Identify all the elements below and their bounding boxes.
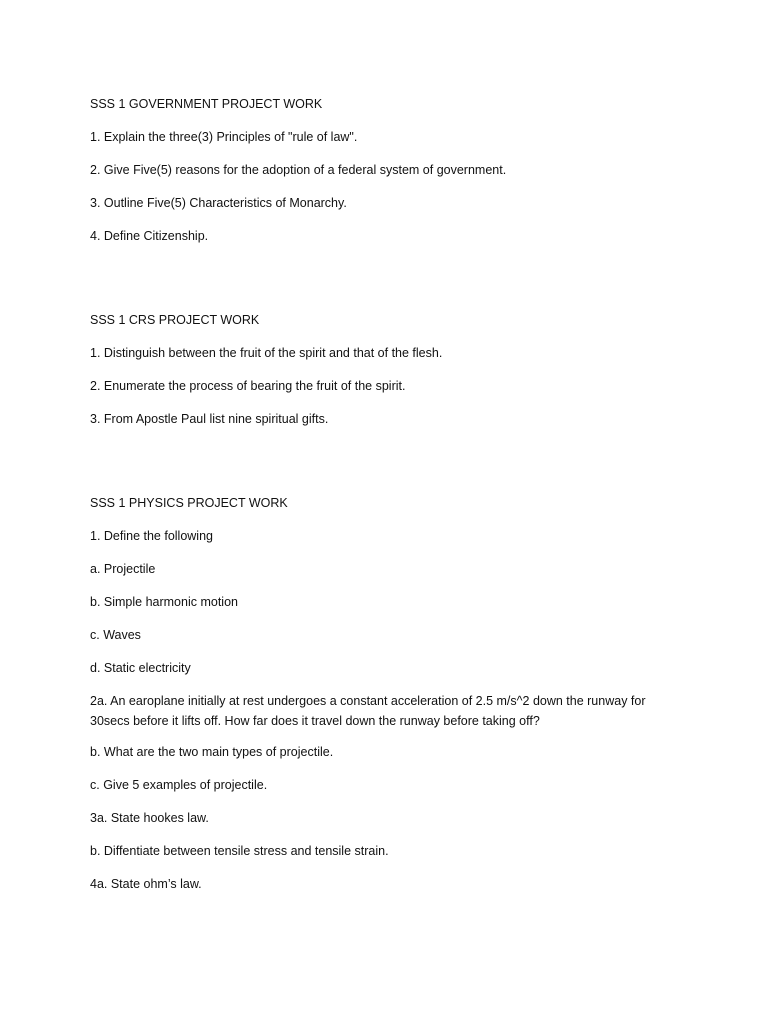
section-heading: SSS 1 GOVERNMENT PROJECT WORK xyxy=(90,97,323,111)
question-item: 2a. An earoplane initially at rest undergoes a constant acceleration of 2.5 m/s^2 down the runway for 30secs before it lifts off. How far does it travel down the runway before taking off? xyxy=(90,694,646,728)
section-crs xyxy=(90,310,678,429)
question-item: 2. Enumerate the process of bearing the fruit of the spirit. xyxy=(90,379,406,393)
section-heading: SSS 1 CRS PROJECT WORK xyxy=(90,313,260,327)
question-item: c. Waves xyxy=(90,628,141,642)
question-item: 4a. State ohm’s law. xyxy=(90,877,202,891)
question-item: 3a. State hookes law. xyxy=(90,811,209,825)
question-item: 1. Define the following xyxy=(90,529,213,543)
question-item: 3. From Apostle Paul list nine spiritual gifts. xyxy=(90,412,329,426)
section-government xyxy=(90,94,678,246)
section-physics xyxy=(90,493,678,894)
question-item: 1. Explain the three(3) Principles of "rule of law". xyxy=(90,130,358,144)
question-item: 1. Distinguish between the fruit of the spirit and that of the flesh. xyxy=(90,346,443,360)
question-item: a. Projectile xyxy=(90,562,156,576)
question-item: b. What are the two main types of projectile. xyxy=(90,745,334,759)
question-item: b. Diffentiate between tensile stress and tensile strain. xyxy=(90,844,389,858)
question-item: b. Simple harmonic motion xyxy=(90,595,238,609)
question-item: c. Give 5 examples of projectile. xyxy=(90,778,268,792)
question-item: 2. Give Five(5) reasons for the adoption of a federal system of government. xyxy=(90,163,507,177)
question-item: 4. Define Citizenship. xyxy=(90,229,209,243)
question-item: d. Static electricity xyxy=(90,661,191,675)
section-heading: SSS 1 PHYSICS PROJECT WORK xyxy=(90,496,288,510)
question-item: 3. Outline Five(5) Characteristics of Monarchy. xyxy=(90,196,347,210)
